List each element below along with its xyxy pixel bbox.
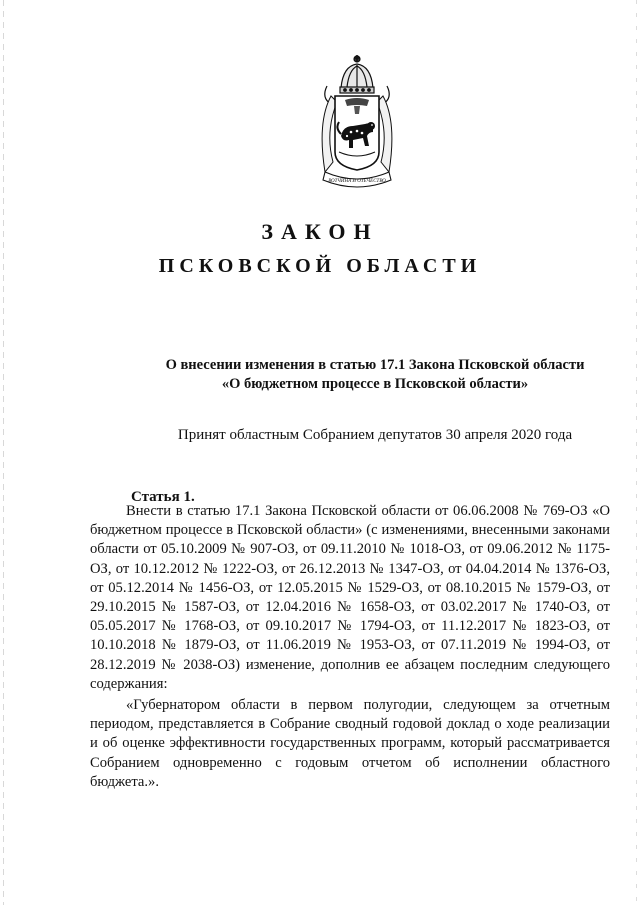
scan-edge-right: [636, 0, 637, 905]
article-body: [90, 502, 610, 792]
article-paragraph-2: «Губернатором области в первом полугодии, следующем за отчетным периодом, представляется в Собрание сводный годовой доклад о ходе реализации и об оценке эффективности государственных программ, который рассматривается Собранием одновременно с годовым отчетом об исполнении областного бюджета.».: [90, 697, 610, 790]
law-heading-line-1: О внесении изменения в статью 17.1 Закона Псковской области: [165, 357, 585, 373]
emblem-motto: ВОТЧИНА И ОТЕЧЕСТВО: [328, 179, 386, 184]
adoption-note: Принят областным Собранием депутатов 30 апреля 2020 года: [177, 427, 573, 443]
document-title: ЗАКОН: [261, 219, 379, 244]
scan-edge-left: [3, 0, 4, 905]
document-subtitle: ПСКОВСКОЙ ОБЛАСТИ: [158, 255, 482, 277]
law-heading: [110, 356, 640, 394]
law-heading-line-2: «О бюджетном процессе в Псковской области»: [221, 376, 529, 392]
article-title: Статья 1.: [131, 489, 195, 505]
article-paragraph-1: Внести в статью 17.1 Закона Псковской области от 06.06.2008 № 769-ОЗ «О бюджетном процессе в Псковской области» (с изменениями, внесенными законами области от 05.10.2009 № 907-ОЗ, от 09.11.2010 № 1018-ОЗ, от 09.06.2012 № 1175-ОЗ, от 10.12.2012 № 1222-ОЗ, от 26.12.2013 № 1347-ОЗ, от 04.04.2014 № 1376-ОЗ, от 05.12.2014 № 1456-ОЗ, от 12.05.2015 № 1529-ОЗ, от 08.10.2015 № 1579-ОЗ, от 29.10.2015 № 1587-ОЗ, от 12.04.2016 № 1658-ОЗ, от 03.02.2017 № 1740-ОЗ, от 05.05.2017 № 1768-ОЗ, от 09.10.2017 № 1794-ОЗ, от 11.12.2017 № 1823-ОЗ, от 10.10.2018 № 1879-ОЗ, от 11.06.2019 № 1953-ОЗ, от 07.11.2019 № 1994-ОЗ, от 28.12.2019 № 2038-ОЗ) изменение, дополнив ее абзацем последним следующего содержания:: [90, 503, 610, 692]
coat-of-arms-emblem: [307, 52, 407, 194]
